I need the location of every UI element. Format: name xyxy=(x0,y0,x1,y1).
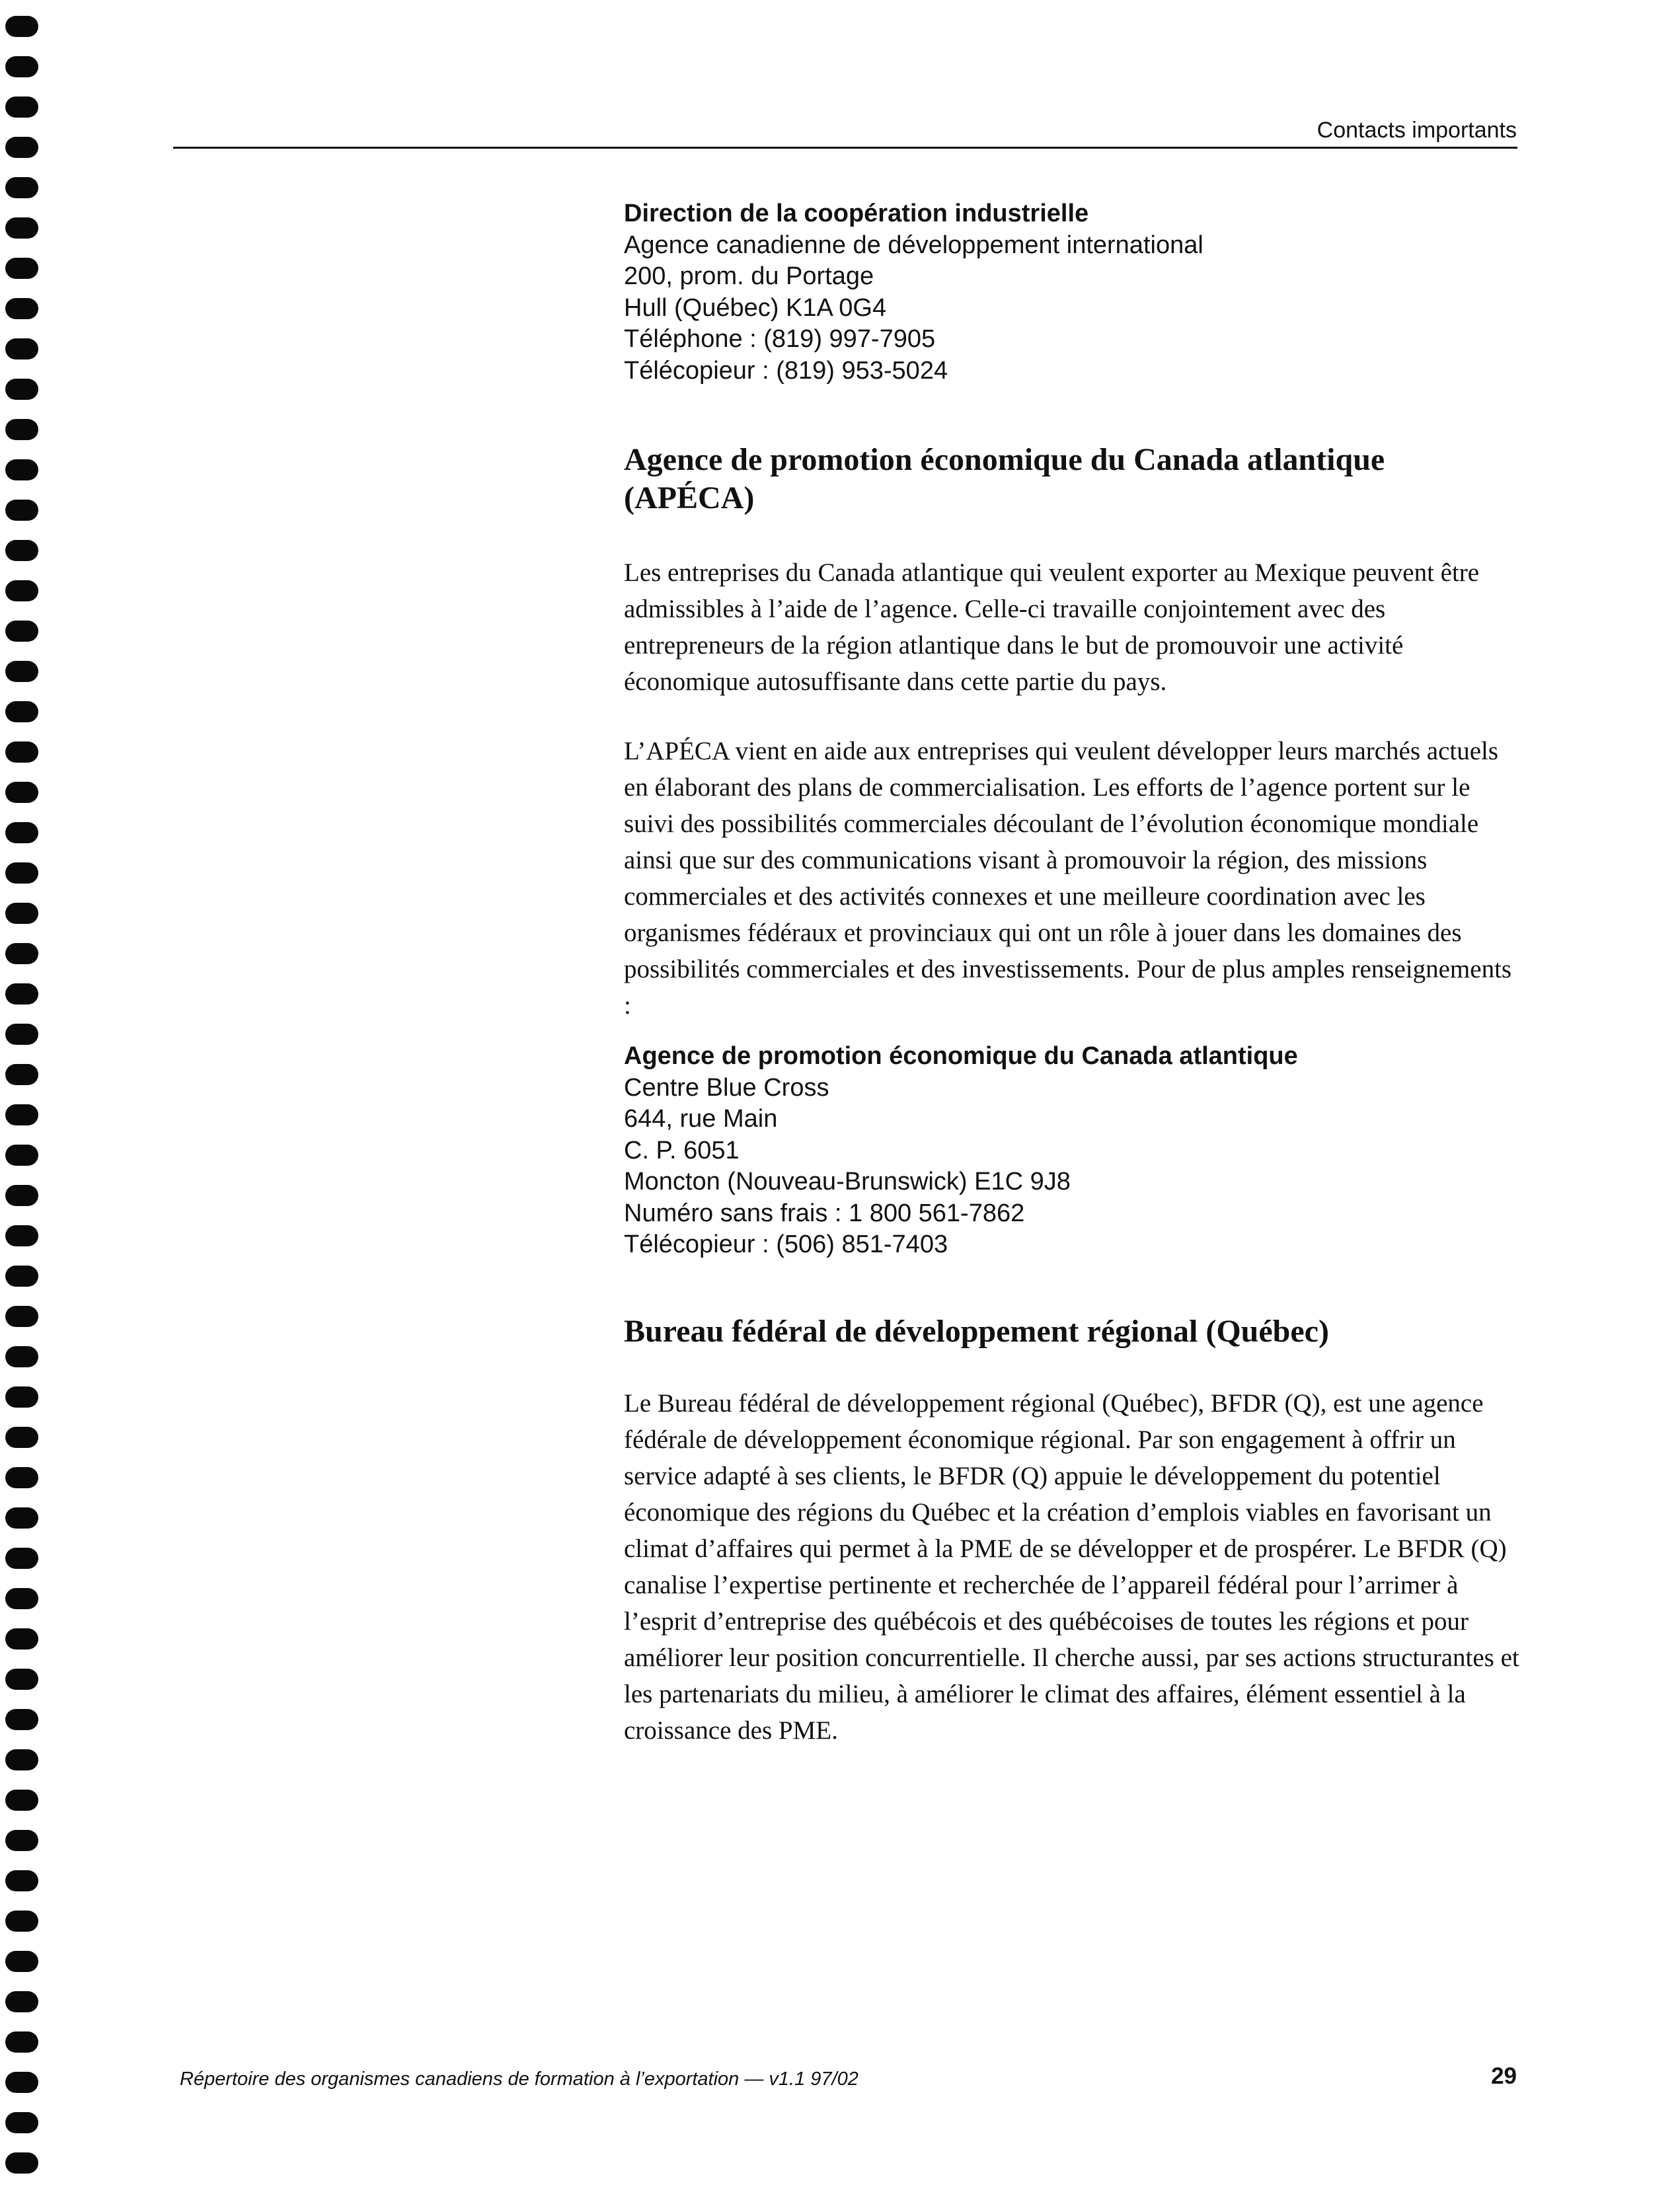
binder-hole xyxy=(5,1225,38,1246)
binder-hole xyxy=(5,1185,38,1206)
binder-hole xyxy=(5,500,38,521)
binder-hole xyxy=(5,2072,38,2093)
contact-org-name: Direction de la coopération industrielle xyxy=(624,200,1089,227)
contact-line: Agence canadienne de développement international xyxy=(624,231,1203,259)
binder-hole xyxy=(5,298,38,319)
binder-hole xyxy=(5,459,38,480)
binder-hole xyxy=(5,862,38,884)
binder-hole xyxy=(5,1507,38,1529)
binder-hole xyxy=(5,137,38,158)
dci-contact-block xyxy=(624,198,1523,387)
binder-hole xyxy=(5,1104,38,1125)
page-number: 29 xyxy=(1491,2063,1517,2089)
apeca-paragraph-1: Les entreprises du Canada atlantique qui veulent exporter au Mexique peuvent être admissibles à l’aide de l’agence. Celle-ci travaille conjointement avec des entrepreneurs de la région atlantique dans le but de promouvoir une activité économique autosuffisante dans cette partie du pays. xyxy=(624,558,1480,696)
binder-hole xyxy=(5,1064,38,1085)
binder-hole xyxy=(5,16,38,37)
binder-hole xyxy=(5,258,38,279)
contact-line: Télécopieur : (506) 851-7403 xyxy=(624,1231,948,1258)
binder-hole xyxy=(5,1024,38,1045)
binder-hole xyxy=(5,1749,38,1770)
apeca-heading xyxy=(624,441,1523,517)
binder-hole xyxy=(5,1467,38,1488)
header-rule xyxy=(173,147,1517,149)
binder-hole xyxy=(5,741,38,763)
footer-document-title: Répertoire des organismes canadiens de formation à l’exportation — v1.1 97/02 xyxy=(180,2068,859,2090)
binder-hole xyxy=(5,1790,38,1811)
binder-hole xyxy=(5,1628,38,1650)
binder-hole xyxy=(5,1830,38,1851)
contact-line: Télécopieur : (819) 953-5024 xyxy=(624,356,948,385)
running-header: Contacts importants xyxy=(1317,118,1517,143)
page-content xyxy=(624,198,1523,1749)
binder-hole xyxy=(5,177,38,198)
binder-hole xyxy=(5,540,38,561)
binder-hole xyxy=(5,2152,38,2174)
binder-holes xyxy=(5,16,42,2190)
binder-hole xyxy=(5,1386,38,1408)
binder-hole xyxy=(5,1951,38,1972)
binder-hole xyxy=(5,2112,38,2133)
contact-line: C. P. 6051 xyxy=(624,1136,740,1164)
binder-hole xyxy=(5,419,38,440)
binder-hole xyxy=(5,580,38,601)
binder-hole xyxy=(5,56,38,77)
contact-line: Téléphone : (819) 997-7905 xyxy=(624,325,936,353)
contact-line: 200, prom. du Portage xyxy=(624,262,874,290)
binder-hole xyxy=(5,701,38,722)
binder-hole xyxy=(5,1709,38,1730)
binder-hole xyxy=(5,621,38,642)
binder-hole xyxy=(5,1991,38,2012)
bfdr-heading: Bureau fédéral de développement régional (Québec) xyxy=(624,1313,1329,1349)
binder-hole xyxy=(5,1588,38,1609)
binder-hole xyxy=(5,943,38,964)
binder-hole xyxy=(5,983,38,1005)
binder-hole xyxy=(5,217,38,239)
contact-org-name: Agence de promotion économique du Canada atlantique xyxy=(624,1042,1298,1070)
binder-hole xyxy=(5,661,38,682)
binder-hole xyxy=(5,1669,38,1690)
binder-hole xyxy=(5,1145,38,1166)
apeca-heading-line2: (APÉCA) xyxy=(624,480,755,515)
binder-hole xyxy=(5,1266,38,1287)
binder-hole xyxy=(5,1911,38,1932)
contact-line: Centre Blue Cross xyxy=(624,1073,829,1102)
binder-hole xyxy=(5,379,38,400)
binder-hole xyxy=(5,903,38,924)
binder-hole xyxy=(5,1306,38,1327)
binder-hole xyxy=(5,1346,38,1367)
apeca-paragraph-2: L’APÉCA vient en aide aux entreprises qui veulent développer leurs marchés actuels en élaborant des plans de commercialisation. Les efforts de l’agence portent sur le suivi des possibilités commerciales découlant de l’évolution économique mondiale ainsi que sur des communications visant à promouvoir la région, des missions commerciales et des activités connexes et une meilleure coordination avec les organismes fédéraux et provinciaux qui ont un rôle à jouer dans les domaines des possibilités commerciales et des investissements. Pour de plus amples renseignements : xyxy=(624,737,1512,1020)
contact-line: 644, rue Main xyxy=(624,1105,778,1133)
apeca-contact-block xyxy=(624,1041,1523,1261)
bfdr-paragraph: Le Bureau fédéral de développement régional (Québec), BFDR (Q), est une agence fédérale de développement économique régional. Par son engagement à offrir un service adapté à ses clients, le BFDR (Q) appuie le développement du potentiel économique des régions du Québec et la création d’emplois viables en favorisant un climat d’affaires qui permet à la PME de se développer et de prospérer. Le BFDR (Q) canalise l’expertise pertinente et recherchée de l’appareil fédéral pour l’arrimer à l’esprit d’entreprise des québécois et des québécoises de toutes les régions et pour améliorer leur position concurrentielle. Il cherche aussi, par ses actions structurantes et les partenariats du milieu, à améliorer le climat des affaires, élément essentiel à la croissance des PME. xyxy=(624,1388,1519,1745)
contact-line: Moncton (Nouveau-Brunswick) E1C 9J8 xyxy=(624,1168,1071,1195)
binder-hole xyxy=(5,2031,38,2053)
binder-hole xyxy=(5,1548,38,1569)
binder-hole xyxy=(5,1427,38,1448)
contact-line: Hull (Québec) K1A 0G4 xyxy=(624,293,887,322)
apeca-heading-line1: Agence de promotion économique du Canada atlantique xyxy=(624,442,1385,477)
binder-hole xyxy=(5,1870,38,1891)
binder-hole xyxy=(5,338,38,360)
binder-hole xyxy=(5,96,38,118)
binder-hole xyxy=(5,822,38,843)
binder-hole xyxy=(5,782,38,803)
contact-line: Numéro sans frais : 1 800 561-7862 xyxy=(624,1199,1025,1227)
